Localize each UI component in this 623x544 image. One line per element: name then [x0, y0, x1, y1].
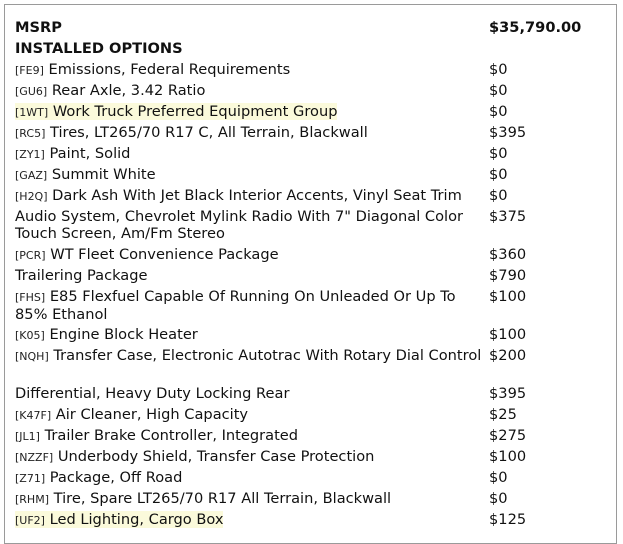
- option-price: $100: [489, 326, 527, 343]
- option-price: $0: [489, 490, 508, 507]
- option-text: [15, 145, 130, 162]
- option-name: Summit White: [51, 166, 156, 183]
- option-description-cell: [15, 267, 483, 284]
- option-code: [JL1]: [15, 430, 40, 443]
- option-description-cell: [15, 326, 483, 344]
- option-price: $0: [489, 166, 508, 183]
- option-code: [GU6]: [15, 85, 48, 98]
- option-description-cell: [15, 347, 483, 365]
- option-text: [15, 469, 182, 486]
- option-price: $0: [489, 187, 508, 204]
- option-name: Engine Block Heater: [49, 326, 198, 343]
- option-description-cell: [15, 385, 483, 402]
- option-price: $275: [489, 427, 527, 444]
- option-price: $0: [489, 145, 508, 162]
- option-description-cell: [15, 166, 483, 184]
- option-code: [ZY1]: [15, 148, 45, 161]
- option-name: Differential, Heavy Duty Locking Rear: [15, 385, 290, 402]
- option-text: [15, 82, 205, 99]
- option-price: $395: [489, 124, 527, 141]
- option-text: [15, 326, 198, 343]
- option-description-cell: [15, 406, 483, 424]
- option-code: [FHS]: [15, 291, 46, 304]
- option-name: Paint, Solid: [49, 145, 131, 162]
- option-price: $100: [489, 448, 527, 465]
- option-code: [PCR]: [15, 249, 46, 262]
- option-name: E85 Flexfuel Capable Of Running On Unleaded Or Up To 85% Ethanol: [15, 288, 456, 323]
- option-name: Audio System, Chevrolet Mylink Radio With 7" Diagonal Color Touch Screen, Am/Fm Stereo: [15, 208, 464, 242]
- option-code: [K05]: [15, 329, 45, 342]
- option-name: Transfer Case, Electronic Autotrac With Rotary Dial Control: [53, 347, 482, 364]
- option-code: [Z71]: [15, 472, 46, 485]
- option-description-cell: [15, 61, 483, 79]
- option-text: [15, 406, 248, 423]
- msrp-value: $35,790.00: [489, 19, 582, 36]
- option-name: Package, Off Road: [49, 469, 183, 486]
- option-text: [15, 347, 481, 364]
- option-text: [15, 61, 290, 78]
- option-name: Trailering Package: [15, 267, 148, 284]
- option-price: $360: [489, 246, 527, 263]
- option-text: [15, 208, 463, 242]
- option-description-cell: [15, 145, 483, 163]
- option-description-cell: [15, 187, 483, 205]
- option-code: [RHM]: [15, 493, 49, 506]
- option-text: [15, 288, 456, 323]
- option-text: [15, 511, 223, 528]
- window-sticker-sheet: [4, 4, 617, 544]
- option-price: $790: [489, 267, 527, 284]
- section-title: INSTALLED OPTIONS: [15, 40, 183, 57]
- option-description-cell: [15, 490, 483, 508]
- option-price: $375: [489, 208, 527, 225]
- option-code: [NZZF]: [15, 451, 54, 464]
- option-description-cell: [15, 124, 483, 142]
- option-code: [1WT]: [15, 106, 49, 119]
- option-code: [H2Q]: [15, 190, 48, 203]
- option-description-cell: [15, 246, 483, 264]
- option-text: [15, 246, 279, 263]
- option-price: $25: [489, 406, 517, 423]
- option-text: [15, 103, 337, 120]
- option-description-cell: [15, 82, 483, 100]
- option-description-cell: [15, 469, 483, 487]
- option-code: [FE9]: [15, 64, 44, 77]
- option-description-cell: [15, 288, 483, 323]
- option-code: [UF2]: [15, 514, 45, 527]
- option-name: Dark Ash With Jet Black Interior Accents, Vinyl Seat Trim: [52, 187, 462, 204]
- option-price: $0: [489, 61, 508, 78]
- option-code: [RC5]: [15, 127, 46, 140]
- option-description-cell: [15, 448, 483, 466]
- option-price: $395: [489, 385, 527, 402]
- option-price: $0: [489, 469, 508, 486]
- option-name: Emissions, Federal Requirements: [48, 61, 291, 78]
- option-name: Tires, LT265/70 R17 C, All Terrain, Blackwall: [50, 124, 368, 141]
- option-code: [GAZ]: [15, 169, 48, 182]
- option-price: $0: [489, 82, 508, 99]
- option-text: [15, 187, 462, 204]
- option-price: $0: [489, 103, 508, 120]
- option-description-cell: [15, 103, 483, 121]
- option-code: [NQH]: [15, 350, 49, 363]
- option-name: Rear Axle, 3.42 Ratio: [51, 82, 206, 99]
- option-name: Trailer Brake Controller, Integrated: [44, 427, 299, 444]
- option-name: Tire, Spare LT265/70 R17 All Terrain, Blackwall: [53, 490, 392, 507]
- option-text: [15, 427, 298, 444]
- option-description-cell: [15, 208, 483, 242]
- option-text: [15, 448, 374, 465]
- option-description-cell: [15, 511, 483, 529]
- option-name: Led Lighting, Cargo Box: [49, 511, 224, 528]
- option-text: [15, 166, 156, 183]
- option-text: [15, 385, 289, 402]
- option-text: [15, 267, 148, 284]
- option-description-cell: [15, 427, 483, 445]
- option-name: WT Fleet Convenience Package: [50, 246, 279, 263]
- option-name: Work Truck Preferred Equipment Group: [52, 103, 338, 120]
- option-price: $125: [489, 511, 527, 528]
- option-text: [15, 124, 368, 141]
- option-price: $100: [489, 288, 527, 305]
- option-name: Underbody Shield, Transfer Case Protection: [57, 448, 375, 465]
- option-name: Air Cleaner, High Capacity: [55, 406, 249, 423]
- msrp-label: MSRP: [15, 19, 62, 36]
- option-text: [15, 490, 391, 507]
- option-price: $200: [489, 347, 527, 364]
- option-code: [K47F]: [15, 409, 52, 422]
